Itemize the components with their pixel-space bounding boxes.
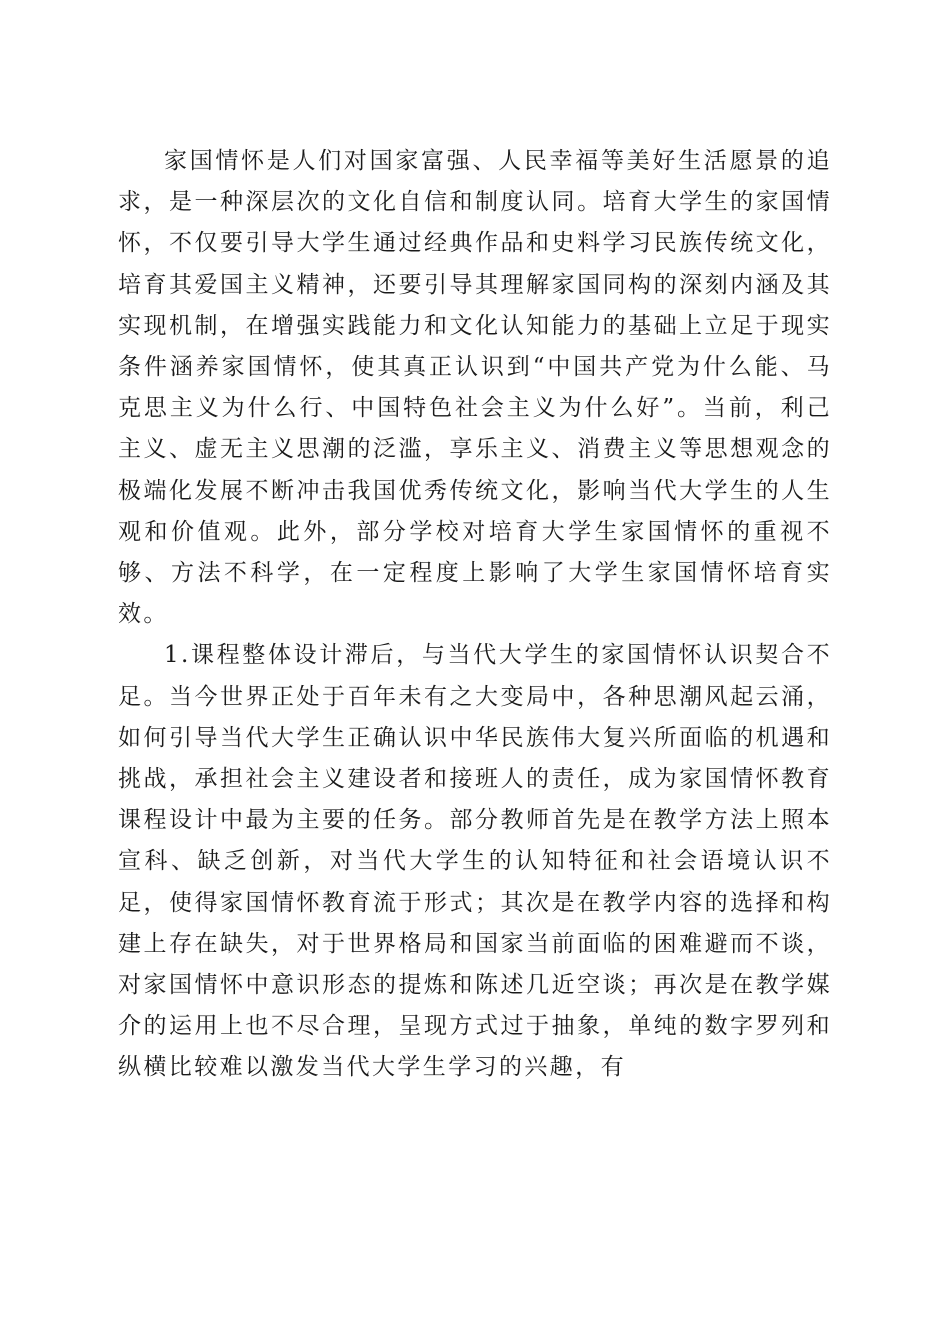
paragraph-2: 1.课程整体设计滞后，与当代大学生的家国情怀认识契合不足。当今世界正处于百年未有之大变局中，各种思潮风起云涌，如何引导当代大学生正确认识中华民族伟大复兴所面临的机遇和挑战，承担社会主义建设者和接班人的责任，成为家国情怀教育课程设计中最为主要的任务。部分教师首先是在教学方法上照本宣科、缺乏创新，对当代大学生的认知特征和社会语境认识不足，使得家国情怀教育流于形式；其次是在教学内容的选择和构建上存在缺失，对于世界格局和国家当前面临的困难避而不谈，对家国情怀中意识形态的提炼和陈述几近空谈；再次是在教学媒介的运用上也不尽合理，呈现方式过于抽象，单纯的数字罗列和纵横比较难以激发当代大学生学习的兴趣，有 <box>118 642 832 1081</box>
paragraph-1: 家国情怀是人们对国家富强、人民幸福等美好生活愿景的追求，是一种深层次的文化自信和制度认同。培育大学生的家国情怀，不仅要引导大学生通过经典作品和史料学习民族传统文化，培育其爱国主义精神，还要引导其理解家国同构的深刻内涵及其实现机制，在增强实践能力和文化认知能力的基础上立足于现实条件涵养家国情怀，使其真正认识到“中国共产党为什么能、马克思主义为什么行、中国特色社会主义为什么好”。当前，利己主义、虚无主义思潮的泛滥，享乐主义、消费主义等思想观念的极端化发展不断冲击我国优秀传统文化，影响当代大学生的人生观和价值观。此外，部分学校对培育大学生家国情怀的重视不够、方法不科学，在一定程度上影响了大学生家国情怀培育实效。 <box>118 148 832 628</box>
document-body <box>118 141 832 1089</box>
